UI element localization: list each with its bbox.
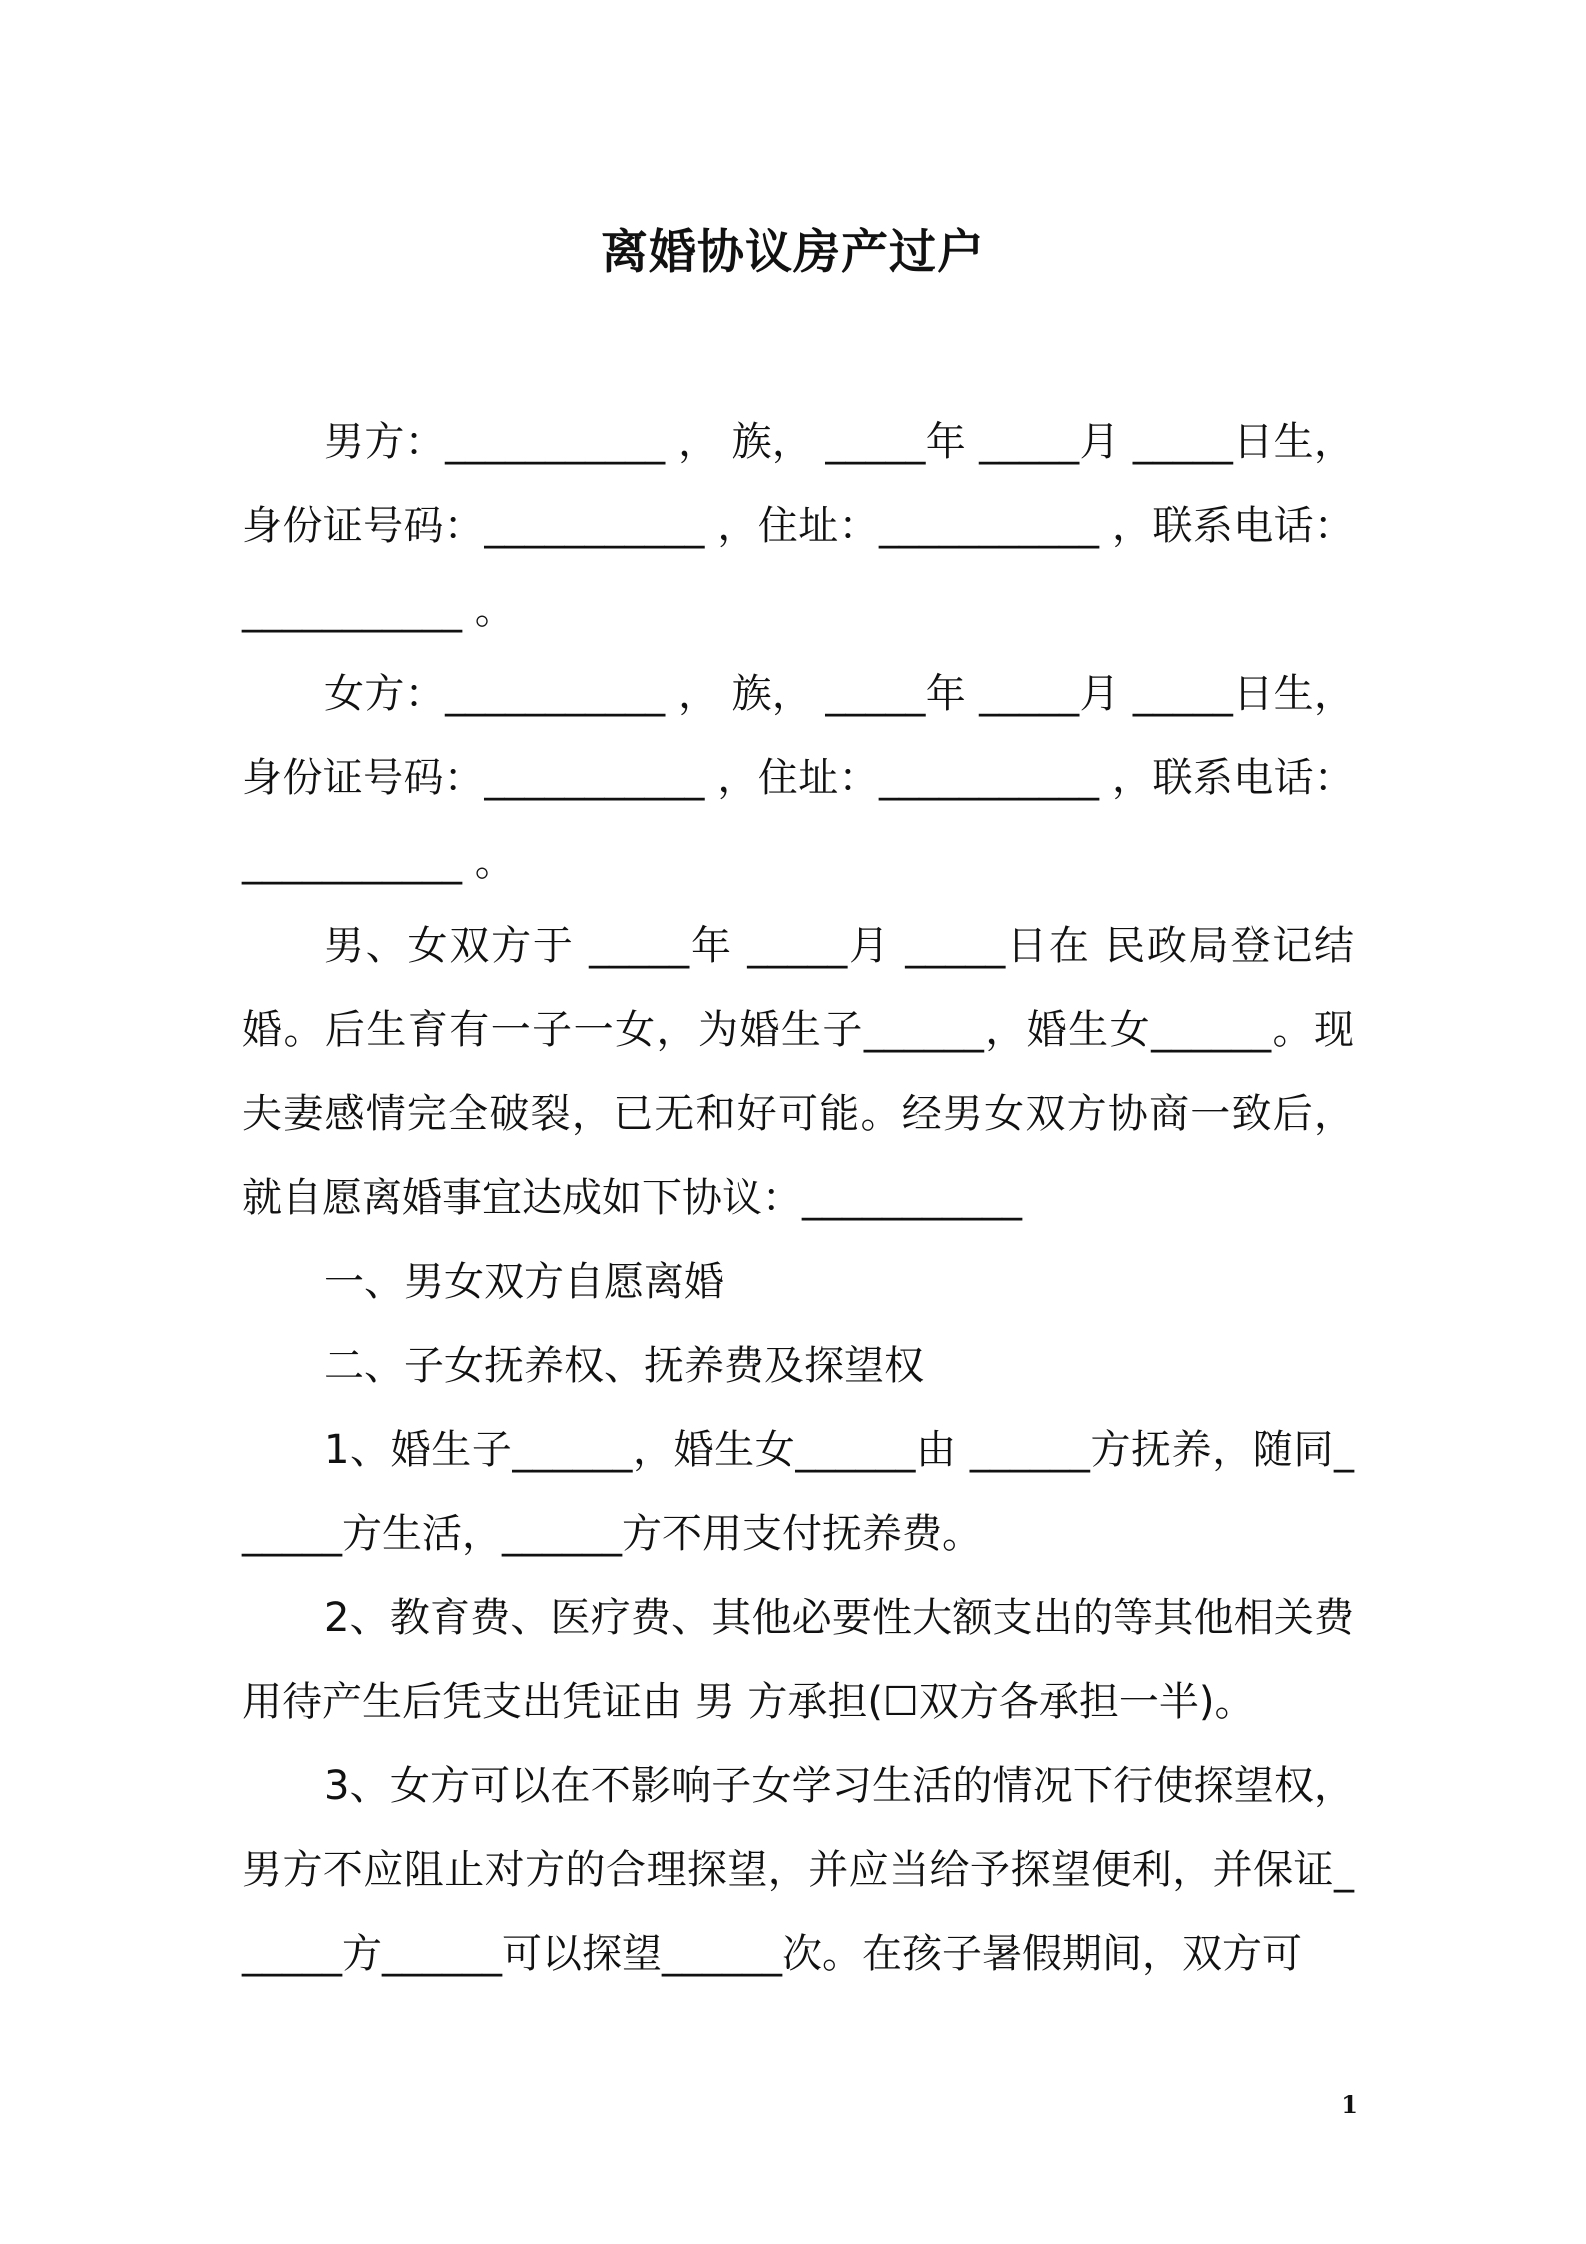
- paragraph-clause-1-heading: 一、男女双方自愿离婚: [324, 1259, 724, 1305]
- paragraph-custody: 1、婚生子______，婚生女______由 ______方抚养，随同______方生活，______方不用支付抚养费。: [242, 1427, 1354, 1557]
- document-body: [242, 400, 1354, 1996]
- paragraph-marriage-background: 男、女双方于 _____年 _____月 _____日在 民政局登记结婚。后生育有一子一女，为婚生子______，婚生女______。现夫妻感情完全破裂，已无和好可能。经男女双方协商一致后，就自愿离婚事宜达成如下协议：___________: [242, 923, 1354, 1221]
- paragraph-expenses: 2、教育费、医疗费、其他必要性大额支出的等其他相关费用待产生后凭支出凭证由 男 方承担(☐双方各承担一半)。: [242, 1595, 1354, 1725]
- paragraph-clause-2-heading: 二、子女抚养权、抚养费及探望权: [324, 1343, 924, 1389]
- paragraph-female-party: 女方：___________ ， 族， _____年 _____月 _____日生，身份证号码：___________ ，住址：___________ ，联系电话：___________ 。: [242, 671, 1354, 885]
- paragraph-visitation: 3、女方可以在不影响子女学习生活的情况下行使探望权，男方不应阻止对方的合理探望，并应当给予探望便利，并保证______方______可以探望______次。在孩子暑假期间，双方可: [242, 1763, 1354, 1977]
- document-title: 离婚协议房产过户: [601, 225, 985, 280]
- paragraph-male-party: 男方：___________ ， 族， _____年 _____月 _____日生，身份证号码：___________ ，住址：___________ ，联系电话：___________ 。: [242, 419, 1354, 633]
- page-number: 1: [1341, 2090, 1358, 2119]
